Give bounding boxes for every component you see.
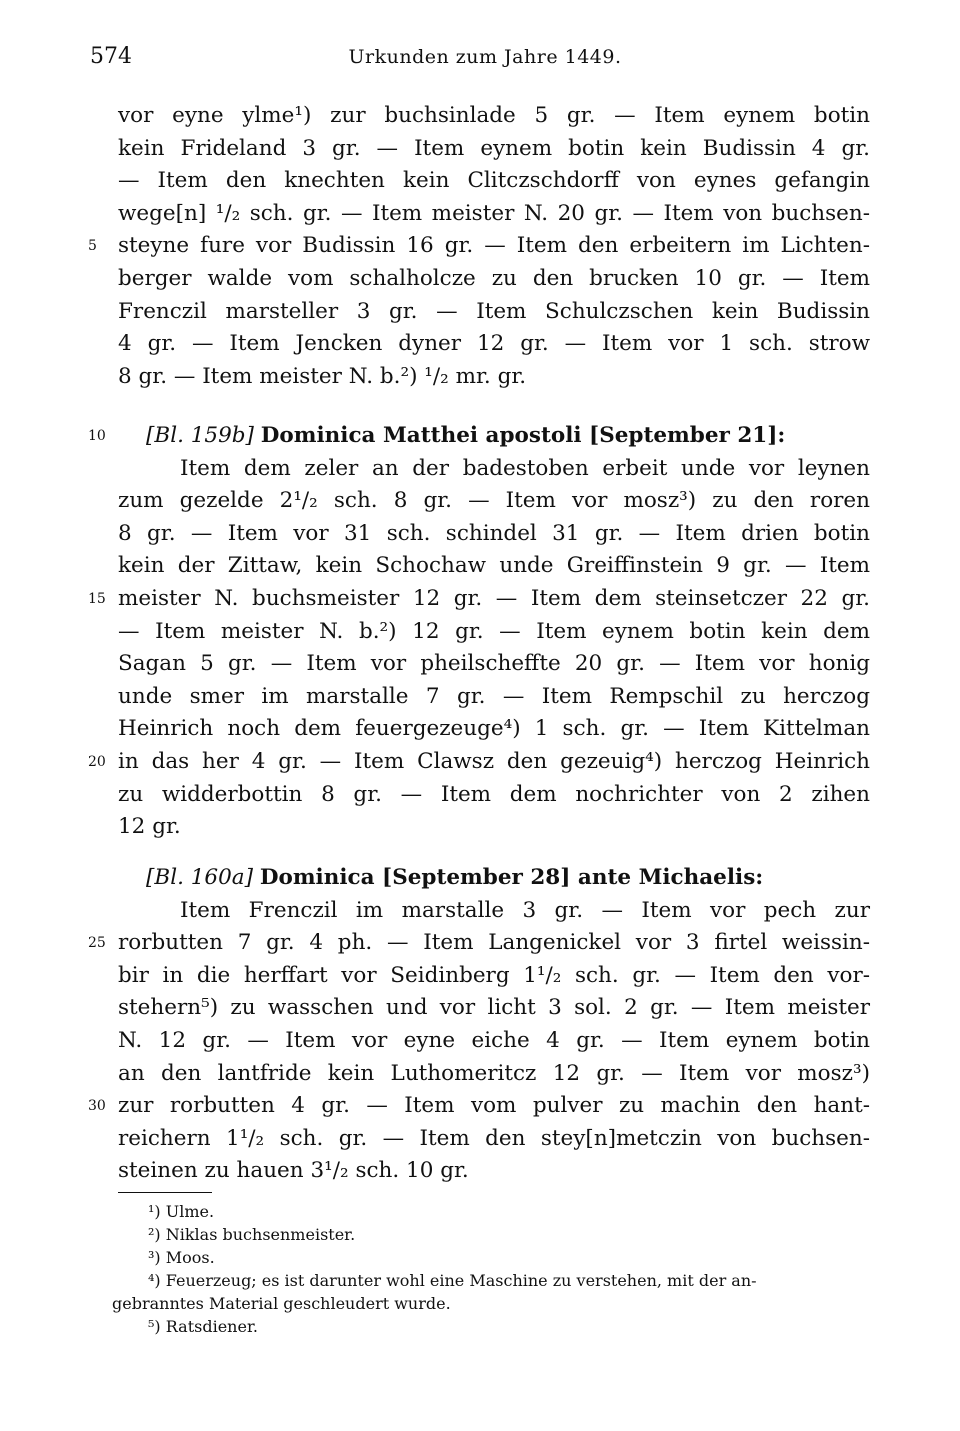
- text-line: zum gezelde 2¹/₂ sch. 8 gr. — Item vor mosz³) zu den roren: [118, 488, 870, 514]
- line-number: 30: [88, 1098, 106, 1115]
- line-number: 15: [88, 590, 106, 607]
- text-block-1: [88, 100, 870, 393]
- footnote: ³) Moos.: [148, 1248, 215, 1267]
- text-line: N. 12 gr. — Item vor eyne eiche 4 gr. — Item eynem botin: [118, 1027, 870, 1053]
- text-line-content: meister N. buchsmeister 12 gr. — Item dem steinsetczer 22 gr.: [118, 585, 870, 611]
- text-line: zu widderbottin 8 gr. — Item dem nochrichter von 2 zihen: [118, 781, 870, 807]
- text-line: wege[n] ¹/₂ sch. gr. — Item meister N. 20 gr. — Item von buchsen-: [118, 200, 870, 226]
- text-line: Sagan 5 gr. — Item vor pheilscheffte 20 gr. — Item vor honig: [118, 651, 870, 677]
- text-block-2: [88, 420, 870, 844]
- text-line: bir in die herffart vor Seidinberg 1¹/₂ sch. gr. — Item den vor-: [118, 962, 870, 988]
- text-line: 12 gr.: [118, 814, 181, 840]
- text-line: kein Frideland 3 gr. — Item eynem botin kein Budissin 4 gr.: [118, 135, 870, 161]
- text-line: — Item den knechten kein Clitczschdorff von eynes gefangin: [118, 168, 870, 194]
- page-header: [90, 44, 880, 76]
- text-line: stehern⁵) zu wasschen und vor licht 3 sol. 2 gr. — Item meister: [118, 995, 870, 1021]
- text-line: Item dem zeler an der badestoben erbeit unde vor leynen: [180, 455, 870, 481]
- section-heading: [118, 862, 870, 895]
- footnote: ¹) Ulme.: [148, 1202, 215, 1221]
- text-block-3: [88, 862, 870, 1188]
- text-line: reichern 1¹/₂ sch. gr. — Item den stey[n]metczin von buchsen-: [118, 1125, 870, 1151]
- footnote: ⁴) Feuerzeug; es ist darunter wohl eine Maschine zu verstehen, mit der an-: [148, 1271, 757, 1290]
- line-number: 5: [88, 238, 97, 255]
- footnote: ⁵) Ratsdiener.: [148, 1317, 258, 1336]
- text-line-content: rorbutten 7 gr. 4 ph. — Item Langenickel vor 3 firtel weissin-: [118, 930, 870, 956]
- text-line-numbered: [88, 746, 870, 779]
- text-line: Heinrich noch dem feuergezeuge⁴) 1 sch. gr. — Item Kittelman: [118, 716, 870, 742]
- text-line: 8 gr. — Item vor 31 sch. schindel 31 gr. — Item drien botin: [118, 520, 870, 546]
- text-line: — Item meister N. b.²) 12 gr. — Item eynem botin kein dem: [118, 618, 870, 644]
- line-number: 10: [88, 428, 106, 444]
- page-number: 574: [90, 44, 132, 69]
- text-line: 8 gr. — Item meister N. b.²) ¹/₂ mr. gr.: [118, 363, 527, 389]
- text-line: unde smer im marstalle 7 gr. — Item Rempschil zu herczog: [118, 683, 870, 709]
- line-number: 25: [88, 935, 106, 952]
- text-line-content: in das her 4 gr. — Item Clawsz den gezeuig⁴) herczog Heinrich: [118, 748, 870, 774]
- text-line-numbered: [88, 927, 870, 960]
- footnote-continuation: gebranntes Material geschleudert wurde.: [112, 1294, 451, 1313]
- text-line-numbered: [88, 230, 870, 263]
- text-line: Item Frenczil im marstalle 3 gr. — Item vor pech zur: [180, 897, 870, 923]
- text-line: steinen zu hauen 3¹/₂ sch. 10 gr.: [118, 1158, 469, 1184]
- text-line-content: zur rorbutten 4 gr. — Item vom pulver zu machin den hant-: [118, 1093, 870, 1119]
- text-line: vor eyne ylme¹) zur buchsinlade 5 gr. — Item eynem botin: [118, 103, 870, 128]
- running-head: Urkunden zum Jahre 1449.: [348, 46, 622, 68]
- footnotes: [112, 1200, 870, 1338]
- folio-reference: [Bl. 159b]: [146, 423, 254, 448]
- text-line-numbered: [88, 1090, 870, 1123]
- folio-reference: [Bl. 160a]: [146, 865, 253, 890]
- footnote-divider: [118, 1192, 212, 1193]
- line-number: 20: [88, 753, 106, 770]
- text-line: 4 gr. — Item Jencken dyner 12 gr. — Item vor 1 sch. strow: [118, 331, 870, 357]
- text-line-content: steyne fure vor Budissin 16 gr. — Item den erbeitern im Lichten-: [118, 233, 870, 259]
- footnote: ²) Niklas buchsenmeister.: [148, 1225, 356, 1244]
- text-line: Frenczil marsteller 3 gr. — Item Schulczschen kein Budissin: [118, 298, 870, 324]
- text-line-numbered: [88, 583, 870, 616]
- section-title: Dominica Matthei apostoli [September 21]:: [260, 423, 786, 448]
- section-heading: [88, 420, 870, 453]
- section-title: Dominica [September 28] ante Michaelis:: [259, 865, 764, 890]
- text-line: an den lantfride kein Luthomeritcz 12 gr. — Item vor mosz³): [118, 1060, 870, 1086]
- text-line: kein der Zittaw, kein Schochaw unde Greiffinstein 9 gr. — Item: [118, 553, 870, 579]
- text-line: berger walde vom schalholcze zu den brucken 10 gr. — Item: [118, 265, 870, 291]
